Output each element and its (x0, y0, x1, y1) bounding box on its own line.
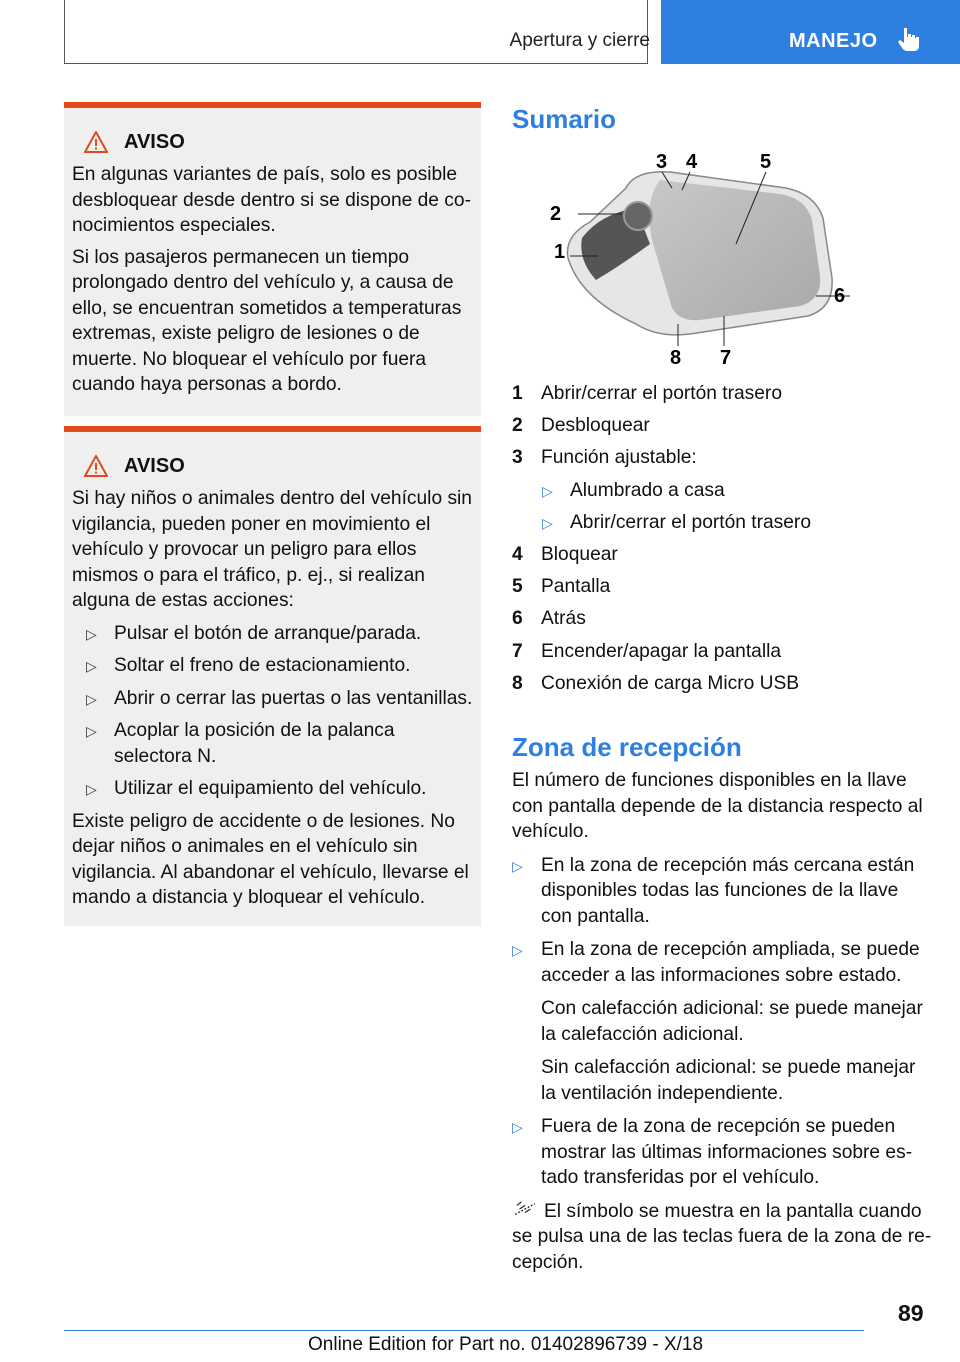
legend-row (512, 380, 932, 412)
tab-manejo[interactable] (661, 0, 960, 64)
legend-text: Abrir/cerrar el portón trasero (570, 511, 811, 533)
legend-subrow (512, 509, 932, 541)
warning-box-1 (64, 102, 481, 416)
list-item (512, 1114, 932, 1191)
list-item-extra: Sin calefacción adicional: se puede manejar la ventilación independiente. (541, 1057, 916, 1104)
legend-row (512, 444, 932, 476)
warning-title (84, 128, 473, 156)
triangle-bullet-icon: ▷ (542, 482, 553, 499)
legend-text: Atrás (541, 608, 586, 630)
heading-sumario: Sumario (512, 104, 617, 134)
list-item-text: Abrir o cerrar las puertas o las ventanillas. (114, 687, 473, 709)
figure-callout-8: 8 (670, 347, 682, 369)
triangle-bullet-icon: ▷ (86, 723, 97, 739)
legend-text: Pantalla (541, 576, 611, 598)
triangle-bullet-icon: ▷ (542, 514, 553, 531)
legend-row (512, 670, 932, 702)
legend-row (512, 412, 932, 444)
triangle-bullet-icon: ▷ (86, 690, 97, 707)
legend-row (512, 638, 932, 670)
symbol-note (512, 1199, 932, 1276)
sumario-legend (512, 380, 932, 702)
legend-text: Desbloquear (541, 415, 650, 437)
legend-text: Alumbrado a casa (570, 479, 725, 501)
key-out-of-range-icon (512, 1200, 538, 1218)
triangle-bullet-icon: ▷ (512, 942, 523, 958)
triangle-bullet-icon: ▷ (512, 857, 523, 874)
warning-paragraph: Si los pasajeros permanecen un tiempo prolongado dentro del vehículo y, a causa de ello, se encuentran sometidos a temperaturas extremas, existe peligro de lesiones o de muerte. No bloquear el vehículo por fuera cuando haya personas a bordo. (72, 246, 462, 395)
heading-zona-de-recepcion: Zona de recepción (512, 732, 742, 762)
warning-title-text: AVISO (124, 454, 185, 477)
list-item-text: Utilizar el equipamiento del vehículo. (114, 778, 427, 799)
figure-callout-7: 7 (720, 347, 732, 369)
footer-edition: Online Edition for Part no. 01402896739 - X/18 (308, 1334, 704, 1355)
legend-subrow (512, 477, 932, 509)
list-item-text: Fuera de la zona de recepción se pueden mostrar las últimas informaciones sobre estado transferidas por el vehículo. (541, 1116, 913, 1188)
legend-number: 4 (512, 543, 523, 565)
triangle-bullet-icon: ▷ (512, 1119, 523, 1135)
warning-triangle-icon (84, 455, 108, 477)
warning-paragraph: Si hay niños o animales dentro del vehículo sin vigilancia, pueden poner en movimiento el vehículo y provocar un peligro para ellos mismos o para el tráfico, p. ej., si realizan alguna de estas acciones: (72, 488, 472, 611)
legend-number: 1 (512, 383, 523, 404)
zona-intro: El número de funciones disponibles en la llave con pantalla depende de la distancia respecto al vehículo. (512, 770, 923, 842)
figure-callout-2: 2 (550, 203, 562, 225)
legend-number: 7 (512, 640, 523, 662)
legend-number: 5 (512, 576, 523, 598)
legend-number: 3 (512, 447, 523, 469)
figure-callout-4: 4 (686, 151, 698, 173)
figure-callout-5: 5 (760, 151, 772, 173)
legend-row (512, 605, 932, 637)
key-dial (624, 202, 652, 230)
list-item (72, 718, 473, 769)
list-item-text: Soltar el freno de estacionamiento. (114, 655, 411, 676)
warning-triangle-icon (84, 131, 108, 153)
symbol-note-text: El símbolo se muestra en la pantalla cuando se pulsa una de las teclas fuera de la zona de recepción. (512, 1200, 932, 1273)
legend-number: 8 (512, 672, 523, 694)
triangle-bullet-icon: ▷ (86, 781, 97, 797)
hand-pointer-icon (895, 26, 921, 52)
triangle-bullet-icon: ▷ (86, 625, 97, 642)
header-section-title[interactable]: Apertura y cierre (509, 30, 650, 51)
zona-body (512, 768, 932, 1275)
list-item-text: Acoplar la posición de la palanca selectora N. (114, 720, 395, 767)
list-item (72, 653, 473, 679)
warning-box-2 (64, 426, 481, 926)
legend-row (512, 541, 932, 573)
figure-callout-1: 1 (554, 241, 566, 263)
list-item (512, 937, 932, 1106)
warning-action-list (72, 621, 473, 802)
list-item-extra: Con calefacción adicional: se puede manejar la calefacción adicional. (541, 998, 923, 1045)
legend-row (512, 573, 932, 605)
warning-paragraph: Existe peligro de accidente o de lesiones. No dejar niños o animales en el vehículo sin vigilancia. Al abandonar el vehículo, llevarse el mando a distancia y bloquear el vehículo. (72, 810, 469, 908)
triangle-bullet-icon: ▷ (86, 658, 97, 674)
legend-text: Función ajustable: (541, 447, 697, 469)
list-item-text: En la zona de recepción más cercana están disponibles todas las funciones de la llave con pantalla. (541, 854, 915, 927)
tab-manejo-label: MANEJO (789, 30, 878, 52)
warning-title (84, 452, 473, 480)
key-screen (649, 180, 820, 320)
list-item (512, 853, 932, 930)
page-number: 89 (898, 1300, 924, 1326)
legend-text: Abrir/cerrar el portón trasero (541, 383, 782, 404)
list-item-text: Pulsar el botón de arranque/parada. (114, 622, 422, 644)
list-item (72, 686, 473, 712)
figure-callout-6: 6 (834, 285, 846, 307)
legend-number: 6 (512, 608, 523, 630)
legend-text: Conexión de carga Micro USB (541, 672, 800, 694)
legend-text: Encender/apagar la pantalla (541, 640, 782, 662)
list-item (72, 621, 473, 647)
legend-number: 2 (512, 415, 523, 437)
figure-callout-3: 3 (656, 151, 668, 173)
legend-text: Bloquear (541, 543, 618, 565)
list-item-text: En la zona de recepción ampliada, se puede acceder a las informaciones sobre estado. (541, 939, 920, 986)
footer-divider (64, 1330, 864, 1331)
display-key-figure (540, 148, 850, 370)
warning-title-text: AVISO (124, 130, 185, 153)
zona-list (512, 853, 932, 1191)
list-item (72, 776, 473, 802)
warning-paragraph: En algunas variantes de país, solo es posible desbloquear desde dentro si se dispone de conocimientos especiales. (72, 164, 471, 236)
